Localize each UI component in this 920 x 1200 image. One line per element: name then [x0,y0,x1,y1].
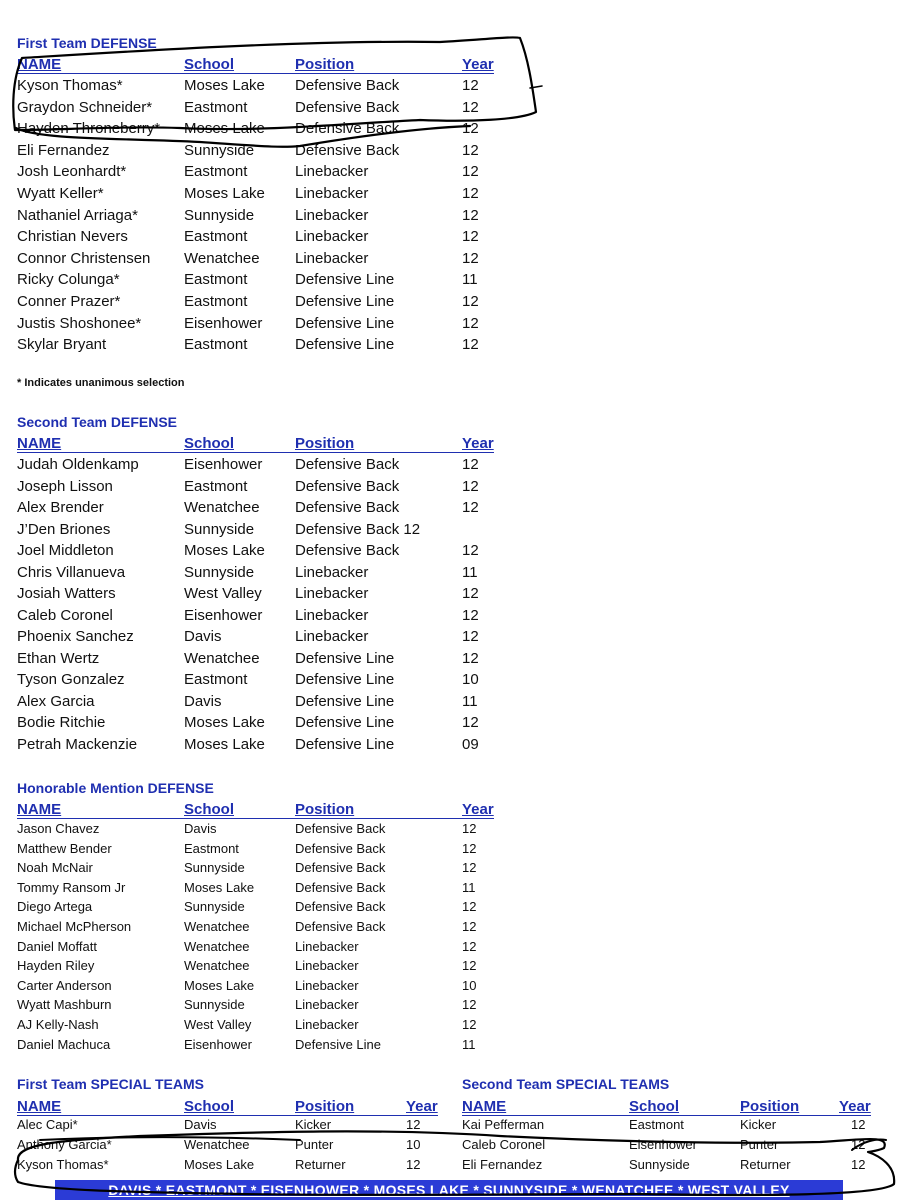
player-name: Wyatt Mashburn [17,997,112,1013]
player-year: 12 [462,997,477,1013]
first-defense-header [17,56,497,74]
player-position: Defensive Line [295,293,395,310]
header-underline [17,73,494,74]
player-year: 12 [462,1017,477,1032]
table-row [17,207,517,229]
player-year: 12 [462,77,479,94]
player-school: Moses Lake [184,77,265,94]
player-year: 12 [462,206,479,224]
player-school: Eisenhower [184,606,263,624]
player-school: Eisenhower [184,314,263,332]
player-school: Moses Lake [184,1157,255,1172]
table-row [17,228,517,250]
player-position: Defensive Back [295,120,400,138]
col-position-header: Position [295,1098,355,1115]
player-position: Linebacker [295,1017,359,1032]
player-name: Tommy Ransom Jr [17,879,126,895]
player-school: Moses Lake [184,542,265,559]
player-position: Linebacker [295,606,369,624]
col-name-header: NAME [462,1098,507,1115]
player-school: Moses Lake [184,714,265,731]
player-school: Eastmont [629,1117,684,1132]
col-school-header: School [629,1098,680,1115]
unanimous-note: * Indicates unanimous selection [17,377,185,389]
ink-tick-mark [530,86,542,88]
table-row [17,564,517,586]
player-name: Judah Oldenkamp [17,456,139,473]
player-school: Sunnyside [184,899,245,915]
player-school: Wenatchee [184,938,250,954]
player-year: 12 [851,1157,866,1172]
player-year: 12 [462,228,479,246]
player-school: Eastmont [184,671,248,688]
player-position: Linebacker [295,185,369,202]
player-school: Eisenhower [629,1137,697,1152]
player-name: Daniel Moffatt [17,938,97,954]
table-row [17,77,517,99]
player-year: 12 [462,860,477,876]
player-position: Defensive Back [295,477,400,495]
table-row [17,1037,517,1057]
player-school: Davis [184,1117,217,1132]
player-school: Moses Lake [184,879,255,895]
player-position: Defensive Back [295,141,400,159]
player-position: Defensive Back [295,879,386,895]
player-position: Linebacker [295,958,359,974]
player-name: Conner Prazer* [17,293,121,310]
table-row [17,120,517,142]
player-name: Daniel Machuca [17,1036,111,1052]
header-underline [17,452,494,453]
player-year: 12 [462,938,477,954]
table-row [17,714,517,736]
table-row [17,997,517,1017]
player-year: 12 [462,141,479,159]
player-position: Defensive Back [295,77,400,94]
player-school: Wenatchee [184,919,250,934]
player-position: Returner [740,1157,791,1172]
col-position-header: Position [295,56,355,73]
player-school: Davis [184,821,217,836]
player-name: Kai Pefferman [462,1117,545,1132]
honorable-defense-title: Honorable Mention DEFENSE [17,780,214,796]
player-position: Defensive Line [295,714,395,731]
player-position: Defensive Line [295,692,395,710]
table-row [17,821,517,841]
col-name-header: NAME [17,435,62,452]
player-name: Alec Capi* [17,1117,78,1132]
player-name: Josiah Watters [17,585,116,602]
col-year-header: Year [462,801,494,818]
col-school-header: School [184,801,235,818]
player-school: Eisenhower [184,1036,252,1052]
player-year: 12 [462,120,479,138]
player-name: AJ Kelly-Nash [17,1017,99,1032]
player-name: Skylar Bryant [17,336,107,354]
player-school: Eastmont [184,163,248,181]
player-position: Linebacker [295,938,359,954]
player-school: Moses Lake [184,735,265,753]
table-row [17,99,517,121]
player-school: Eastmont [184,98,248,116]
player-position: Defensive Line [295,336,395,354]
player-position: Defensive Back [295,98,400,116]
player-name: Hayden Riley [17,958,95,974]
player-position: Defensive Back [295,840,386,856]
table-row [462,1117,920,1137]
table-row [17,499,517,521]
header-underline [17,1115,438,1116]
player-position: Punter [295,1137,334,1152]
table-row [17,841,517,861]
player-name: Kyson Thomas* [17,77,123,94]
second-special-header [462,1098,877,1116]
table-row [17,919,517,939]
first-special-header [17,1098,442,1116]
table-row [17,650,517,672]
table-row [17,293,517,315]
table-row [17,1017,517,1037]
player-year: 11 [462,271,478,289]
honorable-defense-header [17,801,497,819]
player-name: Matthew Bender [17,840,112,856]
player-year: 10 [406,1137,421,1152]
table-row [17,456,517,478]
player-year: 12 [462,649,479,667]
player-name: Alex Garcia [17,692,95,710]
player-name: Alex Brender [17,499,104,516]
player-name: Caleb Coronel [17,606,113,624]
player-school: Eastmont [184,477,248,495]
player-year: 12 [462,98,479,116]
table-row [17,336,517,358]
header-underline [462,1115,871,1116]
player-year: 10 [462,671,479,688]
player-name: Petrah Mackenzie [17,735,138,753]
player-position: Kicker [740,1117,777,1132]
table-row [17,860,517,880]
player-school: Eastmont [184,271,248,289]
player-year: 12 [462,542,479,559]
player-school: Eastmont [184,840,239,856]
col-school-header: School [184,435,235,452]
player-name: Connor Christensen [17,249,151,267]
table-row [17,521,517,543]
player-position: Linebacker [295,206,369,224]
player-name: Anthony Garcia* [17,1137,112,1152]
player-name: Wyatt Keller* [17,185,104,202]
player-year: 10 [462,977,477,993]
col-year-header: Year [462,56,494,73]
player-school: Sunnyside [629,1157,690,1172]
player-position: Linebacker [295,563,369,581]
player-name: Tyson Gonzalez [17,671,125,688]
player-school: Wenatchee [184,958,250,974]
player-name: Graydon Schneider* [17,98,153,116]
player-school: Moses Lake [184,977,255,993]
player-year: 12 [462,899,477,915]
player-year: 09 [462,735,479,753]
col-name-header: NAME [17,1098,62,1115]
table-row [17,315,517,337]
table-row [17,1137,517,1157]
player-year: 12 [462,314,479,332]
player-school: Moses Lake [184,120,265,138]
player-position: Returner [295,1157,346,1172]
player-name: Joseph Lisson [17,477,113,495]
player-school: Sunnyside [184,997,245,1013]
col-school-header: School [184,1098,235,1115]
player-school: Sunnyside [184,141,255,159]
player-position: Linebacker [295,997,359,1013]
player-school: Wenatchee [184,249,260,267]
col-school-header: School [184,56,235,73]
table-row [17,271,517,293]
player-position: Defensive Back [295,919,386,934]
player-position: Defensive Back [295,542,400,559]
player-school: Sunnyside [184,860,245,876]
player-school: Eastmont [184,228,248,246]
player-school: Eastmont [184,293,248,310]
table-row [17,142,517,164]
table-row [17,671,517,693]
player-year: 11 [462,692,478,710]
table-row [462,1137,920,1157]
table-row [17,185,517,207]
player-year: 12 [462,477,479,495]
player-position: Defensive Line [295,1036,381,1052]
player-name: Ethan Wertz [17,649,100,667]
player-year: 12 [406,1117,421,1132]
player-year: 11 [462,563,478,581]
player-year: 12 [462,821,477,836]
player-year: 12 [851,1117,866,1132]
player-school: Davis [184,692,222,710]
player-year: 12 [462,606,479,624]
player-year: 12 [462,585,479,602]
player-name: Jason Chavez [17,821,100,836]
player-position: Linebacker [295,977,359,993]
player-year: 12 [462,456,479,473]
table-row [17,250,517,272]
player-position: Defensive Back [295,821,386,836]
player-year: 12 [462,919,477,934]
col-position-header: Position [295,801,355,818]
table-row [17,1117,517,1137]
player-year: 12 [462,249,479,267]
player-school: Wenatchee [184,1137,250,1152]
player-year: 12 [462,163,479,181]
table-row [17,628,517,650]
player-school: Sunnyside [184,206,255,224]
player-year: 12 [851,1137,866,1152]
col-name-header: NAME [17,56,62,73]
player-year: 11 [462,1036,476,1052]
player-year: 12 [462,185,479,202]
player-school: Moses Lake [184,185,265,202]
player-school: Sunnyside [184,520,255,538]
player-position: Defensive Back 12 [295,520,421,538]
col-position-header: Position [295,435,355,452]
table-row [17,958,517,978]
player-position: Linebacker [295,628,369,645]
player-school: Sunnyside [184,563,255,581]
player-position: Kicker [295,1117,332,1132]
second-defense-title: Second Team DEFENSE [17,414,178,430]
table-row [17,978,517,998]
col-year-header: Year [406,1098,438,1115]
player-name: Carter Anderson [17,977,112,993]
header-underline [17,818,494,819]
player-name: Caleb Coronel [462,1137,546,1152]
second-special-title: Second Team SPECIAL TEAMS [462,1076,670,1092]
player-year: 12 [462,958,477,974]
player-name: Ricky Colunga* [17,271,120,289]
table-row [17,478,517,500]
player-school: Wenatchee [184,499,260,516]
player-year: 12 [462,293,479,310]
player-name: Chris Villanueva [17,563,126,581]
player-name: Phoenix Sanchez [17,628,134,645]
player-name: Noah McNair [17,860,93,876]
player-name: Nathaniel Arriaga* [17,206,138,224]
player-school: West Valley [184,585,262,602]
player-position: Linebacker [295,249,369,267]
table-row [462,1157,920,1177]
player-name: Joel Middleton [17,542,114,559]
player-position: Linebacker [295,228,369,246]
player-name: Justis Shoshonee* [17,314,142,332]
second-defense-header [17,435,497,453]
player-position: Defensive Line [295,314,395,332]
player-year: 12 [462,499,479,516]
player-year: 12 [462,628,479,645]
table-row [17,736,517,758]
table-row [17,542,517,564]
player-name: Diego Artega [17,899,93,915]
col-position-header: Position [740,1098,800,1115]
player-position: Defensive Line [295,671,395,688]
player-year: 12 [462,336,479,354]
player-name: Kyson Thomas* [17,1157,109,1172]
player-name: Josh Leonhardt* [17,163,127,181]
table-row [17,880,517,900]
col-year-header: Year [462,435,494,452]
player-name: Eli Fernandez [462,1157,543,1172]
table-row [17,585,517,607]
player-position: Defensive Line [295,271,395,289]
player-year: 12 [462,714,479,731]
first-special-title: First Team SPECIAL TEAMS [17,1076,204,1092]
player-position: Linebacker [295,585,369,602]
player-name: J’Den Briones [17,520,111,538]
player-position: Defensive Back [295,860,386,876]
col-name-header: NAME [17,801,62,818]
player-year: 12 [406,1157,421,1172]
player-school: Eisenhower [184,456,263,473]
col-year-header: Year [839,1098,871,1115]
first-defense-title: First Team DEFENSE [17,35,157,51]
player-name: Michael McPherson [17,919,132,934]
player-name: Eli Fernandez [17,141,110,159]
player-year: 12 [462,840,477,856]
player-school: Eastmont [184,336,248,354]
player-school: Wenatchee [184,649,260,667]
player-name: Christian Nevers [17,228,128,246]
table-row [17,163,517,185]
player-year: 11 [462,879,476,895]
player-position: Linebacker [295,163,369,181]
player-school: Davis [184,628,222,645]
player-school: West Valley [184,1017,252,1032]
table-row [17,607,517,629]
player-position: Defensive Line [295,649,395,667]
table-row [17,899,517,919]
player-position: Defensive Line [295,735,395,753]
player-name: Hayden Throneberry* [17,120,161,138]
player-position: Defensive Back [295,899,386,915]
table-row [17,693,517,715]
player-position: Punter [740,1137,779,1152]
player-name: Bodie Ritchie [17,714,106,731]
player-position: Defensive Back [295,499,400,516]
table-row [17,939,517,959]
table-row [17,1157,517,1177]
schools-banner: DAVIS * EASTMONT * EISENHOWER * MOSES LAKE * SUNNYSIDE * WENATCHEE * WEST VALLEY [55,1180,843,1200]
player-position: Defensive Back [295,456,400,473]
